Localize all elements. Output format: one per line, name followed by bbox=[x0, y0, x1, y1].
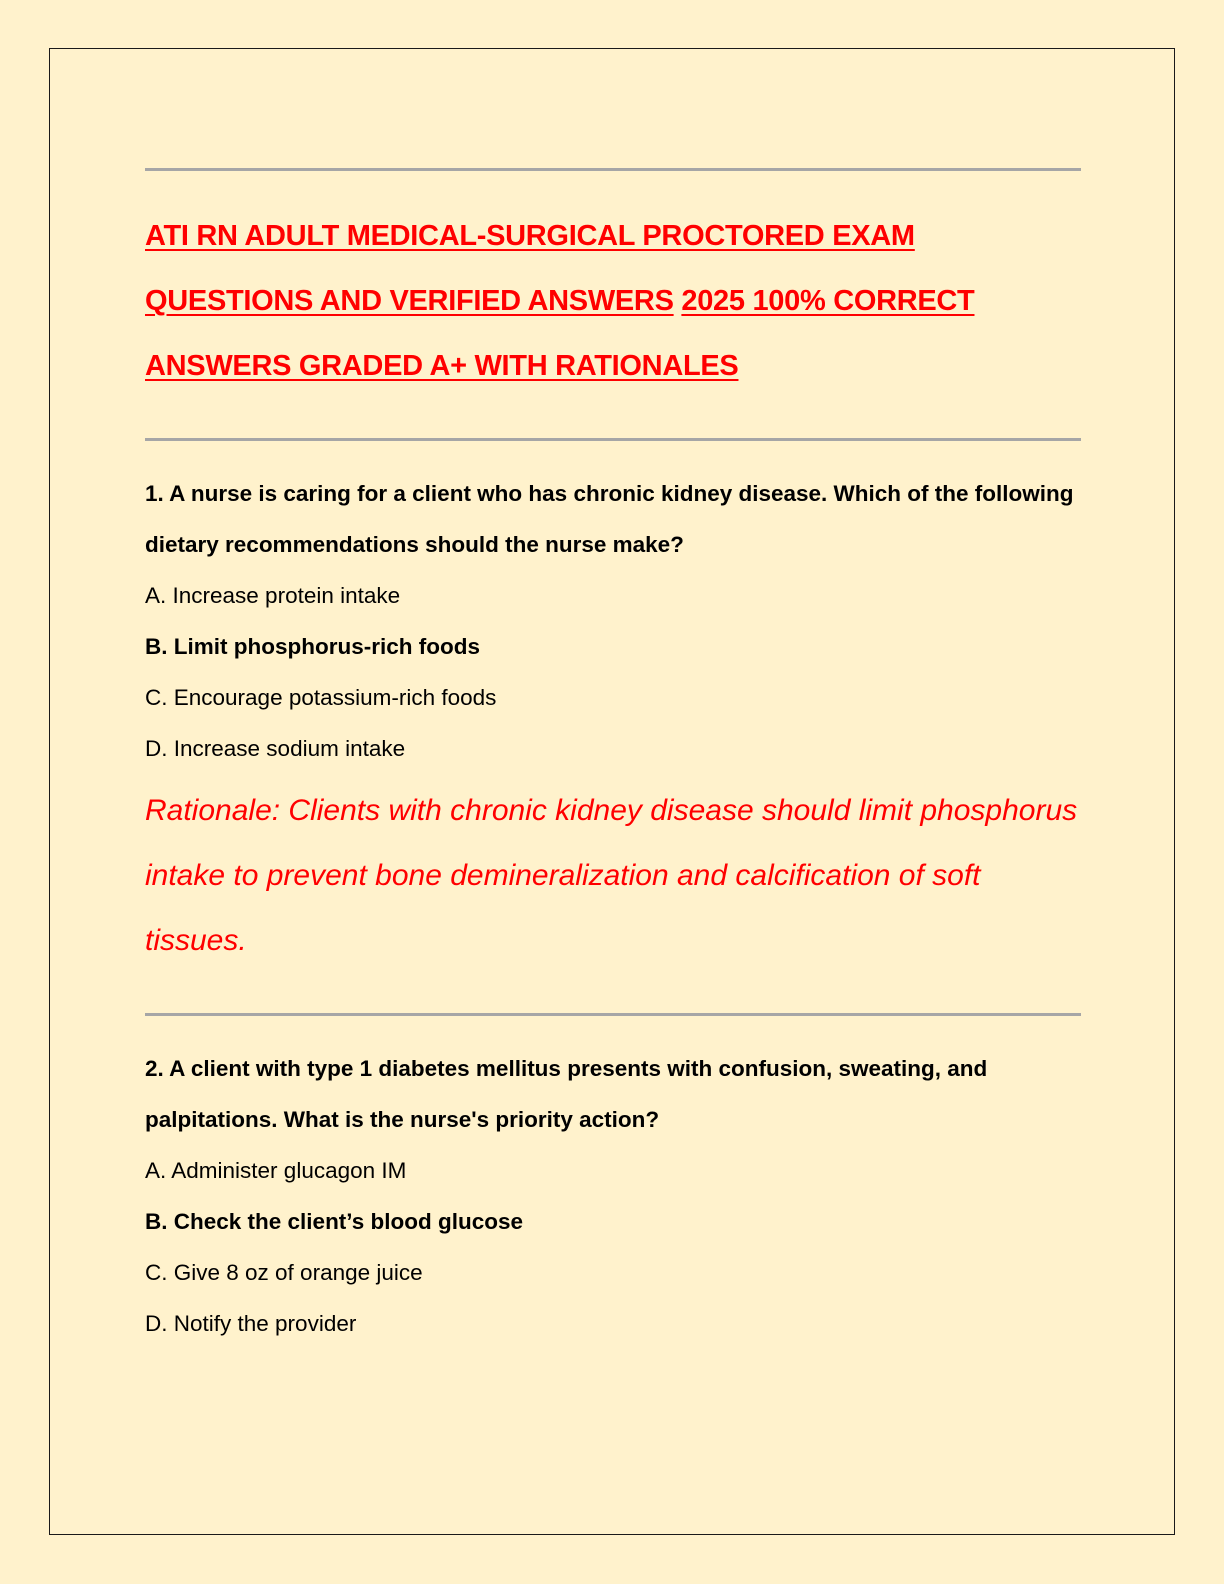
question-2 bbox=[145, 1043, 1085, 1349]
option-c: C. Encourage potassium-rich foods bbox=[145, 685, 497, 710]
divider-after-title bbox=[145, 438, 1081, 441]
option-d: D. Increase sodium intake bbox=[145, 736, 406, 761]
question-1 bbox=[145, 468, 1085, 973]
title-part-2: 2025 100% CORRECT ANSWERS GRADED A+ WITH RATIONALES bbox=[145, 285, 975, 382]
divider-top bbox=[145, 168, 1081, 171]
rationale: Rationale: Clients with chronic kidney disease should limit phosphorus intake to prevent bone demineralization and calcification of soft tissues. bbox=[145, 794, 1078, 957]
document-title bbox=[145, 204, 1075, 399]
option-b-correct: B. Limit phosphorus-rich foods bbox=[145, 634, 480, 659]
option-d: D. Notify the provider bbox=[145, 1311, 357, 1336]
question-stem: 1. A nurse is caring for a client who has chronic kidney disease. Which of the following dietary recommendations should the nurse make? bbox=[145, 481, 1074, 557]
option-c: C. Give 8 oz of orange juice bbox=[145, 1260, 423, 1285]
option-a: A. Increase protein intake bbox=[145, 583, 401, 608]
divider-between-questions bbox=[145, 1013, 1081, 1016]
option-b-correct: B. Check the client’s blood glucose bbox=[145, 1209, 523, 1234]
option-a: A. Administer glucagon IM bbox=[145, 1158, 407, 1183]
title-part-1: ATI RN ADULT MEDICAL-SURGICAL PROCTORED EXAM QUESTIONS AND VERIFIED ANSWERS bbox=[145, 220, 915, 317]
question-stem: 2. A client with type 1 diabetes mellitus presents with confusion, sweating, and palpitations. What is the nurse's priority action? bbox=[145, 1056, 988, 1132]
